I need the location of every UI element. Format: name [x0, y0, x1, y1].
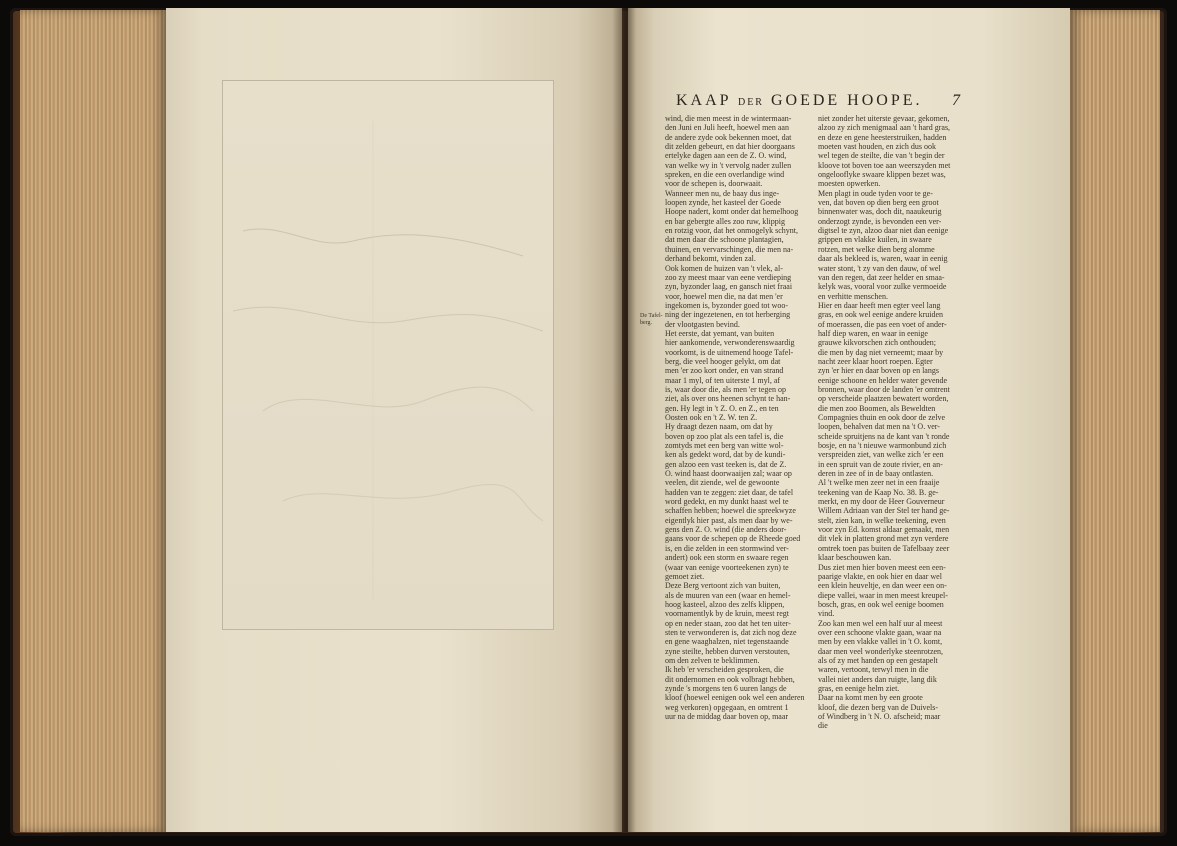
text-line: en rotzig voor, dat het onmogelyk schynt,: [665, 226, 798, 236]
text-line: der vlootgasten bevind.: [665, 319, 740, 329]
text-column-left: [665, 114, 811, 721]
text-line: derhand bekomt, vinden zal.: [665, 254, 756, 264]
running-head-der: DER: [737, 97, 764, 108]
text-line: men by een vlakke vallei in 't O. komt,: [818, 637, 943, 647]
text-line: wind, die men meest in de wintermaan-: [665, 114, 792, 123]
text-line: als of zy met handen op een gestapelt: [818, 655, 938, 665]
text-line: klaar beschouwen kan.: [818, 553, 892, 563]
text-line: men 'er zoo kort onder, en van strand: [665, 366, 784, 376]
text-line: grippen en vlakke kuilen, in swaare: [818, 235, 932, 245]
text-line: thuinen, en vervarschingen, die men na-: [665, 244, 794, 254]
text-line: deren in zee of in de baay ontlasten.: [818, 469, 934, 479]
text-line: ingekomen is, byzonder goed tot woo-: [665, 300, 789, 310]
text-line: is, waar door die, als men 'er tegen op: [665, 384, 786, 394]
text-line: de andere zyde ook bekennen moet, dat: [665, 132, 792, 142]
text-line: zyne steilte, hebben durven verstouten,: [665, 646, 790, 656]
text-line: en verhitte menschen.: [818, 291, 888, 301]
text-line: of moerassen, die pas een voet of ander-: [818, 319, 947, 329]
text-line: kloof, die dezen berg van de Duivels-: [818, 702, 939, 712]
text-line: en gene waaghalzen, niet tegenstaande: [665, 637, 789, 647]
text-line: moeten vast houden, en zich dus ook: [818, 142, 936, 152]
text-line: spreken, en die een overlandige wind: [665, 170, 785, 180]
text-line: waren, vertoont, terwyl men in die: [818, 665, 929, 675]
text-line: rotzen, met welke dien berg alomme: [818, 244, 935, 254]
text-line: Zoo kan men wel een half uur al meest: [818, 618, 943, 628]
text-line: dit zelden gebeurt, en dat hier doorgaans: [665, 142, 795, 152]
book-gutter: [612, 8, 636, 832]
text-line: teekening van de Kaap No. 38. B. ge-: [818, 487, 939, 497]
text-line: loopen, behalven dat men na 't O. ver-: [818, 422, 940, 432]
text-line: wel tegen de steilte, die van 't begin der: [818, 151, 945, 161]
text-line: en bar gebergte alles zoo ruw, klippig: [665, 216, 785, 226]
faint-engraving-plate: [222, 80, 554, 630]
text-line: binnenwater was, doch dit, naaukeurig: [818, 207, 942, 217]
text-line: Al 't welke men zeer net in een fraaije: [818, 478, 940, 488]
text-line: Ook komen de huizen van 't vlek, al-: [665, 263, 783, 273]
text-line: ertelyke dagen aan een de Z. O. wind,: [665, 151, 787, 161]
text-line: gaans voor de schepen op de Rheede goed: [665, 534, 801, 544]
text-line: eigentlyk hier past, als men daar by we-: [665, 515, 793, 525]
text-line: voor zyn Ed. komst aldaar gemaakt, men: [818, 525, 950, 535]
text-line: Daar na komt men by een groote: [818, 693, 923, 703]
text-line: dit ondernomen en ook volbragt hebben,: [665, 674, 795, 684]
text-line: boven op zoo plat als een tafel is, die: [665, 431, 784, 441]
text-line: grauwe kikvorschen zich onthouden;: [818, 338, 936, 348]
text-line: stelt, zien kan, in welke teekening, even: [818, 515, 946, 525]
text-line: ning der ingezetenen, en tot herberging: [665, 310, 791, 320]
text-line: zyn, byzonder laag, en gansch niet fraai: [665, 282, 793, 292]
text-line: Hier en daar heeft men egter veel lang: [818, 300, 941, 310]
text-line: (waar van eenige voorteekenen zyn) te: [665, 562, 789, 572]
text-line: en deze en gene heesterstruiken, hadden: [818, 132, 947, 142]
text-line: als de muuren van een (waar en hemel-: [665, 590, 791, 600]
text-line: kloove tot boven toe aan weerszyden met: [818, 160, 951, 170]
text-line: gras, en ook wel eenige andere kruiden: [818, 310, 944, 320]
page-number: 7: [952, 92, 960, 109]
text-line: hadden van te zeggen: ziet daar, de tafel: [665, 487, 794, 497]
text-line: in een spruit van de zoute rivier, en an-: [818, 459, 943, 469]
text-line: sten te verwonderen is, dat zich nog deze: [665, 627, 797, 637]
running-head: [676, 92, 976, 110]
text-line: gens den Z. O. wind (die anders door-: [665, 525, 787, 535]
text-line: Het eerste, dat yemant, van buiten: [665, 328, 775, 338]
text-line: scheide spruitjens na de kant van 't ronde: [818, 431, 950, 441]
left-page-edges: [20, 10, 166, 832]
text-line: hoog kasteel, alzoo des zelfs klippen,: [665, 599, 785, 609]
text-line: gras, en eenige helm ziet.: [818, 683, 900, 693]
text-line: vind.: [818, 609, 835, 619]
text-line: die: [818, 721, 828, 731]
text-line: ven, dat boven op dien berg een groot: [818, 198, 939, 208]
text-column-right: [818, 114, 964, 731]
text-line: Hy draagt dezen naam, om dat hy: [665, 422, 773, 432]
text-line: zomtyds met een berg van witte wol-: [665, 441, 784, 451]
text-line: loopen zynde, het kasteel der Goede: [665, 198, 781, 208]
text-line: word gedekt, en my dunkt haast wel te: [665, 497, 789, 507]
text-line: Hoope nadert, komt onder dat hemelhoog: [665, 207, 799, 217]
text-line: merkt, en my door de Heer Gouverneur: [818, 497, 945, 507]
running-head-part2: GOEDE HOOPE.: [770, 92, 923, 109]
text-line: voor de schepen is, doorwaait.: [665, 179, 763, 189]
text-line: maar 1 myl, of ten uiterste 1 myl, af: [665, 375, 781, 385]
text-line: voornamentlyk by de kruin, meest regt: [665, 609, 789, 619]
text-line: berg, die veel hooger gelykt, om dat: [665, 356, 781, 366]
text-line: een klein heuveltje, en dan weer een on-: [818, 581, 947, 591]
text-line: van welke wy in 't vervolg nader zullen: [665, 160, 792, 170]
text-line: digtsel te zyn, alzoo daar niet dan eenige: [818, 226, 949, 236]
text-line: voor, hoewel men die, na dat men 'er: [665, 291, 783, 301]
text-line: O. wind haast doorwaaijen zal; waar op: [665, 469, 792, 479]
text-line: nacht zeer klaar hoort roepen. Egter: [818, 356, 933, 366]
text-line: diepe vallei, waar in men meest kreupel-: [818, 590, 948, 600]
text-line: Ik heb 'er verscheiden gesproken, die: [665, 665, 784, 675]
text-line: over een schoone vlakte gaan, waar na: [818, 627, 942, 637]
text-line: op verscheide plaatzen bewatert worden,: [818, 394, 949, 404]
text-line: voorkomt, is de uitnemend hooge Tafel-: [665, 347, 794, 357]
text-line: gen alzoo een vast teeken is, dat de Z.: [665, 459, 787, 469]
right-page-edges: [1070, 10, 1160, 832]
margin-note: De Tafel-berg.: [640, 313, 663, 326]
text-line: zoo zy meest maar van eene verdieping: [665, 272, 792, 282]
text-line: is, en die zelden in een stormwind ver-: [665, 543, 789, 553]
text-line: ken als gedekt word, dat by de kundi-: [665, 450, 786, 460]
text-line: water stont, 't zy van den dauw, of wel: [818, 263, 941, 273]
text-line: uur na de middag daar boven op, maar: [665, 712, 789, 721]
text-line: bosch, gras, en ook wel eenige boomen: [818, 599, 944, 609]
text-line: kloof (hoewel eenigen ook wel een anderen: [665, 693, 805, 703]
text-line: Deze Berg vertoont zich van buiten,: [665, 581, 781, 591]
text-line: alzoo zy zich menigmaal aan 't hard gras,: [818, 123, 951, 133]
text-line: kelyk was, vooral voor zulke vermoeide: [818, 282, 947, 292]
text-line: veelen, dit ziende, wel de gewoonte: [665, 478, 780, 488]
text-line: andert) ook een storm en swaare regen: [665, 553, 789, 563]
text-line: hier aankomende, verwonderenswaardig: [665, 338, 795, 348]
text-line: bosje, en na 't nieuwe warmonbund zich: [818, 441, 947, 451]
text-line: paarige vlakte, en ook hier en daar wel: [818, 571, 942, 581]
text-line: gen. Hy legt in 't Z. O. en Z., en ten: [665, 403, 779, 413]
text-line: op en neder staan, zoo dat het ten uiter-: [665, 618, 791, 628]
text-line: zyn 'er hier en daar boven op en langs: [818, 366, 939, 376]
text-line: Compagnies thuin en ook door de zelve: [818, 413, 946, 422]
text-line: Willem Adriaan van der Stel ter hand ge-: [818, 506, 950, 516]
engraving-show-through: [223, 81, 553, 629]
text-line: schaffen hebben; hoewel die spreekwyze: [665, 506, 796, 516]
text-line: bronnen, waar door de landen 'er omtrent: [818, 384, 950, 394]
text-line: half diep waren, en waar in eenige: [818, 328, 928, 338]
text-line: Wanneer men nu, de baay dus inge-: [665, 188, 780, 198]
text-line: eenige schoone en helder water gevende: [818, 375, 948, 385]
text-line: vallei niet anders dan ruigte, lang dik: [818, 674, 937, 684]
text-line: ziet, als over ons heenen schynt te han-: [665, 394, 791, 404]
running-head-part1: KAAP: [676, 92, 731, 109]
text-line: verspreiden ziet, van welke zich 'er een: [818, 450, 944, 460]
text-line: van den regen, dat zeer helder en smaa-: [818, 272, 945, 282]
text-line: of Windberg in 't N. O. afscheid; maar: [818, 712, 941, 721]
text-line: omtrek toen pas buiten de Tafelbaay zeer: [818, 543, 950, 553]
text-line: moesten opwerken.: [818, 179, 881, 189]
text-line: onderzogt zynde, is bevonden een ver-: [818, 216, 942, 226]
text-line: niet zonder het uiterste gevaar, gekomen,: [818, 114, 950, 123]
text-line: die men by dag niet verneemt; maar by: [818, 347, 944, 357]
text-line: daar men veel wonderlyke steenrotzen,: [818, 646, 944, 656]
text-line: weg verkoren) opgegaan, en omtrent 1: [665, 702, 789, 712]
text-line: den Juni en Juli heeft, hoewel men aan: [665, 123, 789, 133]
text-line: gemoet ziet.: [665, 571, 705, 581]
text-line: Dus ziet men hier boven meest een een-: [818, 562, 946, 572]
text-line: Men plagt in oude tyden voor te ge-: [818, 188, 933, 198]
text-line: om den zelven te beklimmen.: [665, 655, 760, 665]
text-line: ongelooflyke swaare klippen bezet was,: [818, 170, 946, 180]
text-line: die men zoo Boomen, als Beweldten: [818, 403, 936, 413]
text-line: Oosten ook en 't Z. W. ten Z.: [665, 413, 758, 422]
text-line: dit vlek in platten grond met zyn verdere: [818, 534, 949, 544]
text-line: daar als bekleed is, waren, waar in eenig: [818, 254, 948, 264]
text-line: zynde 's morgens ten 6 uuren langs de: [665, 683, 787, 693]
text-line: dat men daar die schoone plantagien,: [665, 235, 784, 245]
